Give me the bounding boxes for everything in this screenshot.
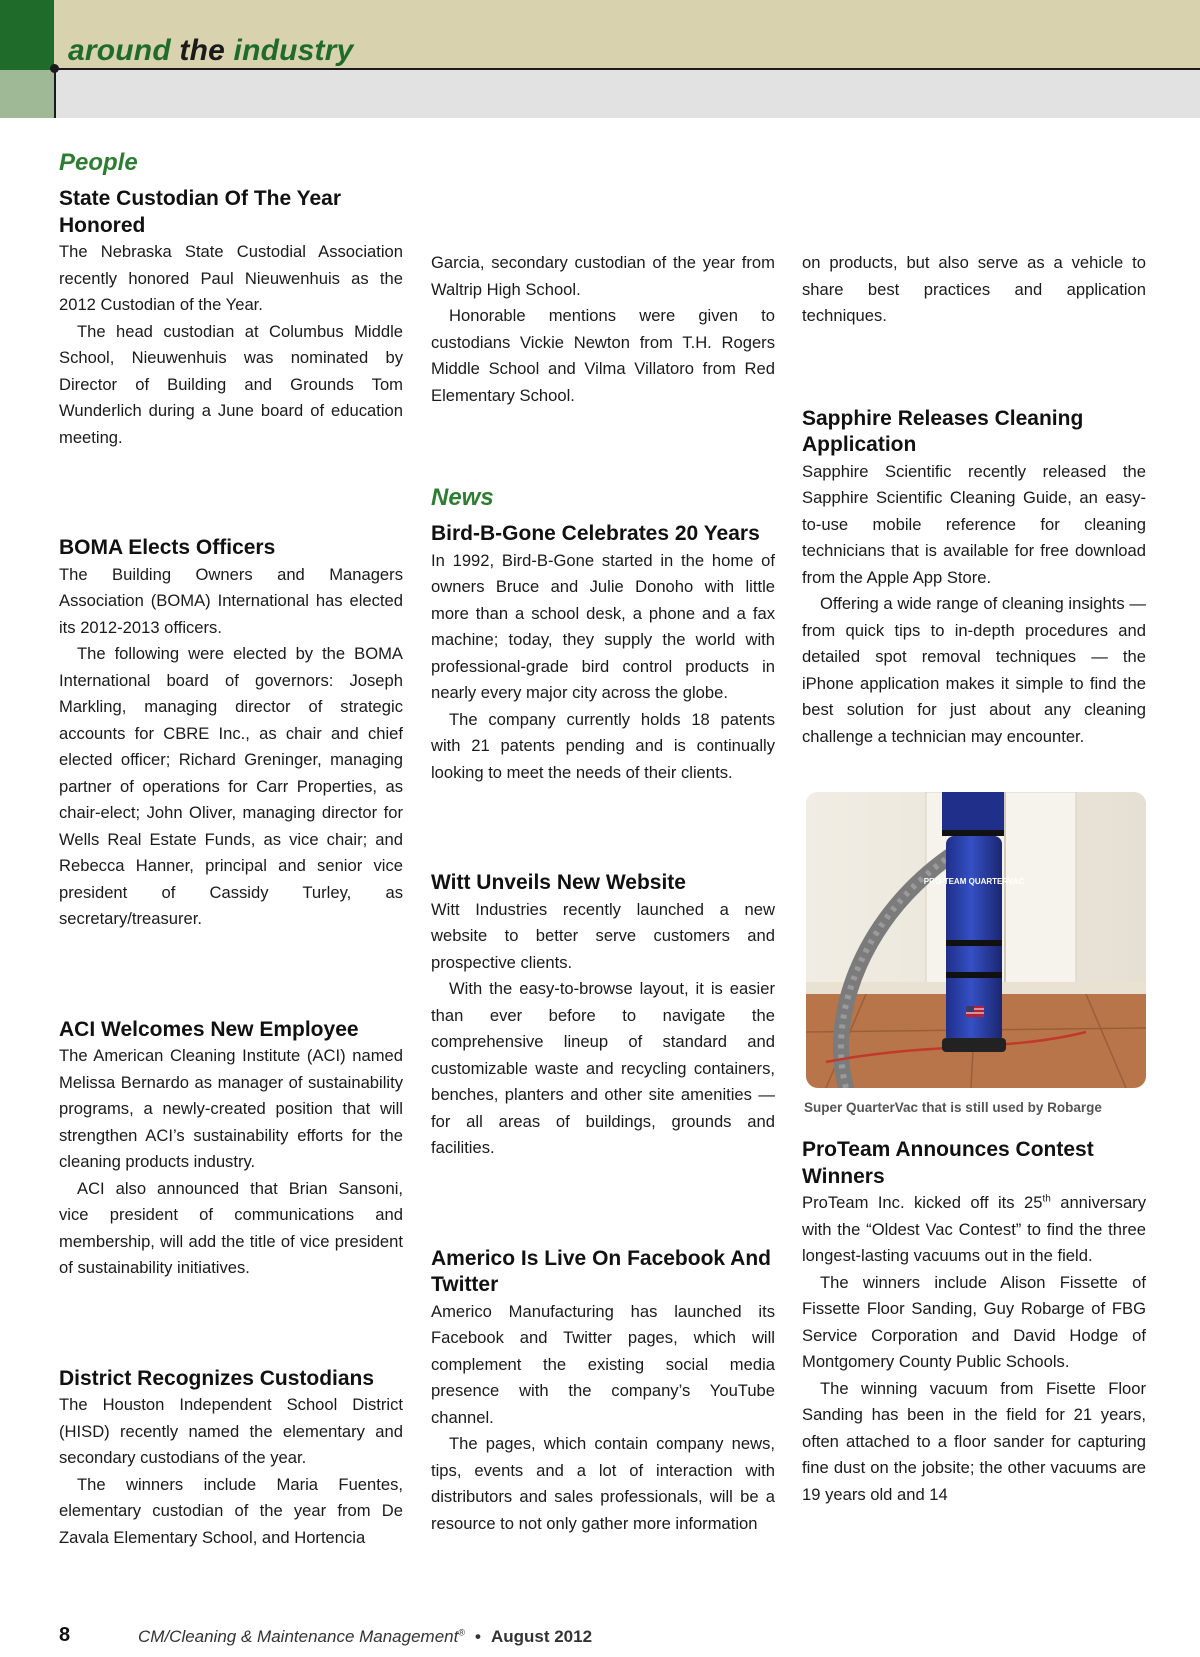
article-americo xyxy=(431,1246,775,1538)
header-bullet-dot xyxy=(50,64,59,73)
article-continuation: Garcia, secondary custodian of the year from Waltrip High School. Honorable mentions were given to custodians Vickie Newton from T.H. Rogers Middle School and Vilma Villatoro from Red Elementary School. xyxy=(431,253,775,405)
header-accent-block xyxy=(0,0,54,70)
article-aci xyxy=(59,1017,403,1282)
photo-caption: Super QuarterVac that is still used by Robarge xyxy=(804,1100,1102,1115)
article-continuation: on products, but also serve as a vehicle to share best practices and application techniques. xyxy=(802,253,1146,325)
article-headline: State Custodian Of The Year Honored xyxy=(59,187,342,237)
article-headline: Witt Unveils New Website xyxy=(431,871,686,895)
article-headline: BOMA Elects Officers xyxy=(59,536,276,560)
column-3 xyxy=(802,250,1146,1508)
page-title: around the industry xyxy=(68,34,354,67)
article-headline: Bird-B-Gone Celebrates 20 Years xyxy=(431,522,760,546)
article-body: ProTeam Inc. kicked off its 25th anniversary with the “Oldest Vac Contest” to find the three longest-lasting vacuums out in the field. The winners include Alison Fissette of Fissette Floor Sanding, Guy Robarge of FBG Service Corporation and David Hodge of Montgomery County Public Schools. The winning vacuum from Fisette Floor Sanding has been in the field for 21 years, often attached to a floor sander for capturing fine dust on the jobsite; the other vacuums are 19 years old and 14 xyxy=(802,1193,1146,1504)
article-body: The Building Owners and Managers Association (BOMA) International has elected its 2012-2013 officers. The following were elected by the BOMA International board of governors: Joseph Markling, managing director of strategic accounts for CBRE Inc., as chair and chief elected officer; Richard Greninger, managing partner of operations for Carr Properties, as chair-elect; John Oliver, managing director for Wells Real Estate Funds, as vice chair; and Rebecca Hanner, principal and senior vice president of Cassidy Turley, as secretary/treasurer. xyxy=(59,564,403,929)
article-headline: ProTeam Announces Contest Winners xyxy=(802,1138,1094,1188)
article-body: Americo Manufacturing has launched its Facebook and Twitter pages, which will complement the existing social media presence with the company’s YouTube channel. The pages, which contain company news, tips, events and a lot of interaction with distributors and sales professionals, will be a resource to not only gather more information xyxy=(431,1301,775,1533)
article-state-custodian xyxy=(59,186,403,451)
article-witt xyxy=(431,870,775,1162)
header-accent-block-light xyxy=(0,70,54,118)
header-rule xyxy=(54,68,1200,70)
article-headline: ACI Welcomes New Employee xyxy=(59,1017,359,1041)
section-heading-news: News xyxy=(431,484,494,511)
article-headline: Sapphire Releases Cleaning Application xyxy=(802,406,1084,456)
article-boma xyxy=(59,535,403,933)
column-1 xyxy=(59,150,403,1635)
article-headline: Americo Is Live On Facebook And Twitter xyxy=(431,1246,771,1297)
header-subband xyxy=(0,70,1200,118)
vacuum-photo xyxy=(806,792,1146,1088)
footer-publication: CM/Cleaning & Maintenance Management® • August 2012 xyxy=(138,1627,593,1646)
article-body: Witt Industries recently launched a new website to better serve customers and prospective clients. With the easy-to-browse layout, it is easier than ever before to navigate the comprehensive lineup of standard and customizable waste and recycling containers, benches, planters and other site amenities — for all areas of buildings, grounds and facilities. xyxy=(431,899,775,1158)
article-body: Sapphire Scientific recently released the Sapphire Scientific Cleaning Guide, an easy-to-use mobile reference for cleaning technicians that is available for free download from the Apple App Store. Offering a wide range of cleaning insights — from quick tips to in-depth procedures and detailed spot removal techniques — the iPhone application makes it simple to find the best solution for just about any cleaning challenge a technician may encounter. xyxy=(802,461,1146,746)
article-body: The Nebraska State Custodial Association recently honored Paul Nieuwenhuis as the 2012 Custodian of the Year. The head custodian at Columbus Middle School, Nieuwenhuis was nominated by Director of Building and Grounds Tom Wunderlich during a June board of education meeting. xyxy=(59,242,403,447)
header-vertical-rule xyxy=(54,68,56,118)
section-heading-people: People xyxy=(59,149,138,176)
article-bird-b-gone xyxy=(431,521,775,786)
page-number: 8 xyxy=(59,1624,71,1646)
article-proteam xyxy=(802,1137,1146,1508)
vacuum-brand-label: PRO-TEAM QUARTERVAC xyxy=(923,877,1025,886)
article-hisd xyxy=(59,1366,403,1552)
issue-date: August 2012 xyxy=(490,1627,593,1646)
article-sapphire xyxy=(802,406,1146,751)
article-headline: District Recognizes Custodians xyxy=(59,1366,375,1390)
article-body: In 1992, Bird-B-Gone started in the home of owners Bruce and Julie Donoho with little more than a school desk, a phone and a fax machine; today, they supply the world with professional-grade bird control products in nearly every major city across the globe. The company currently holds 18 patents with 21 patents pending and is continually looking to meet the needs of their clients. xyxy=(431,550,775,782)
article-body: The Houston Independent School District (HISD) recently named the elementary and secondary custodians of the year. The winners include Maria Fuentes, elementary custodian of the year from De Zavala Elementary School, and Hortencia xyxy=(59,1395,403,1547)
article-body: The American Cleaning Institute (ACI) named Melissa Bernardo as manager of sustainability programs, a newly-created position that will strengthen ACI’s sustainability efforts for the cleaning products industry. ACI also announced that Brian Sansoni, vice president of communications and membership, will add the title of vice president of sustainability initiatives. xyxy=(59,1046,403,1278)
column-2 xyxy=(431,250,775,1621)
